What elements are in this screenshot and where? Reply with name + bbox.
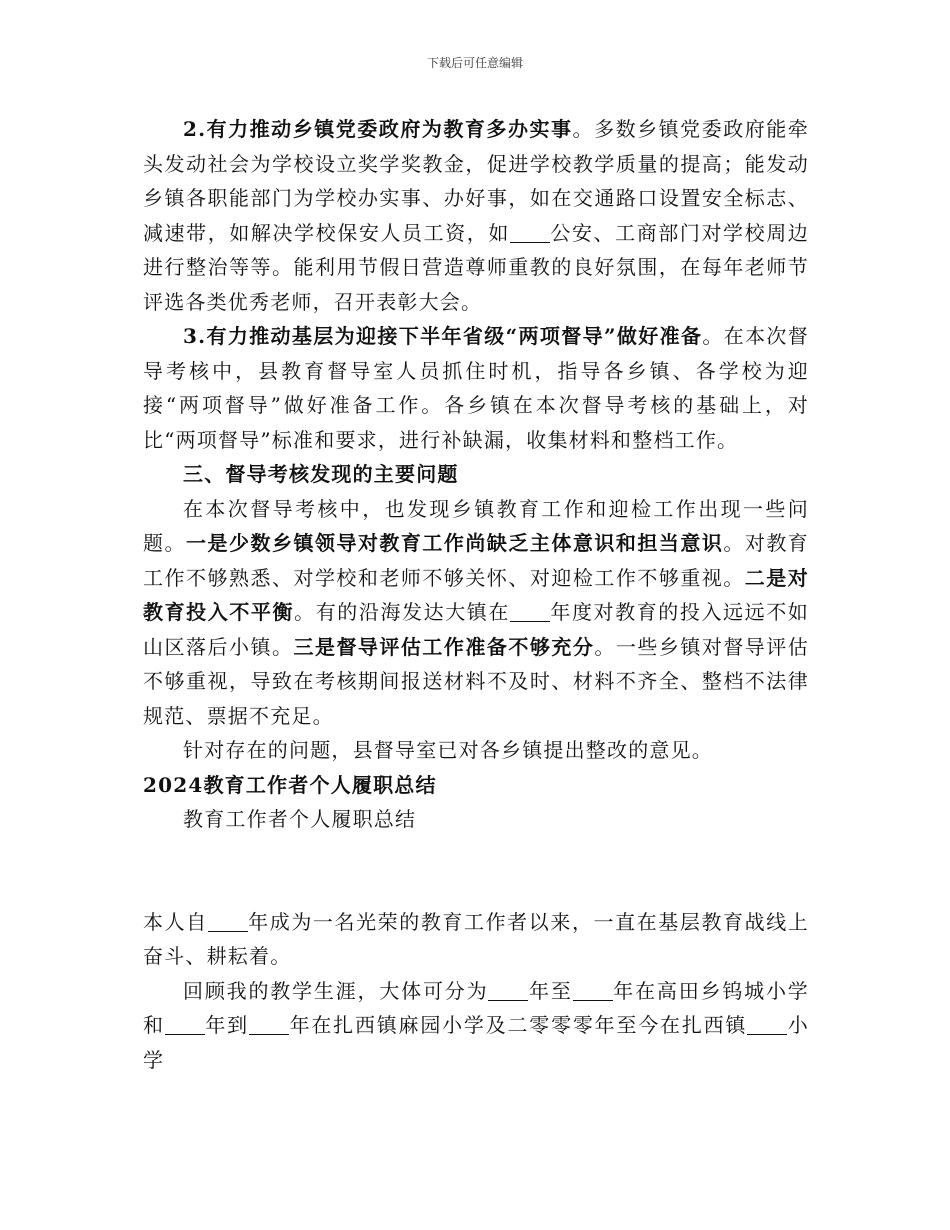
paragraph-heading: 3.有力推动基层为迎接下半年省级“两项督导”做好准备 <box>183 324 703 348</box>
blank-field <box>208 911 248 932</box>
paragraph-career: 回顾我的教学生涯，大体可分为 年至 年在高田乡钨城小学和 年到 年在扎西镇麻园小学及二零零零年至今在扎西镇 小学 <box>143 978 810 1072</box>
blank-field <box>510 601 550 622</box>
paragraph-problems: 在本次督导考核中，也发现乡镇教育工作和迎检工作出现一些问题。一是少数乡镇领导对教育工作尚缺乏主体意识和担当意识。对教育工作不够熟悉、对学校和老师不够关怀、对迎检工作不够重视。二是对教育投入不平衡。有的沿海发达大镇在 年度对教育的投入远远不如山区落后小镇。三是督导评估工作准备不够充分。一些乡镇对督导评估不够重视，导致在考核期间报送材料不及时、材料不齐全、整档不法律规范、票据不充足。 <box>143 496 810 728</box>
blank-field <box>249 1014 289 1035</box>
document-title: 2024教育工作者个人履职总结 <box>143 772 437 797</box>
blank-field <box>573 980 613 1001</box>
blank-field <box>747 1014 787 1035</box>
paragraph-intro: 本人自 年成为一名光荣的教育工作者以来，一直在基层教育战线上奋斗、耕耘着。 <box>143 909 809 968</box>
paragraph-2: 2.有力推动乡镇党委政府为教育多办实事。多数乡镇党委政府能牵头发动社会为学校设立奖学奖教金，促进学校教学质量的提高；能发动乡镇各职能部门为学校办实事、办好事，如在交通路口设置安全标志、减速带，如解决学校保安人员工资，如 公安、工商部门对学校周边进行整治等等。能利用节假日营造尊师重教的良好氛围，在每年老师节评选各类优秀老师，召开表彰大会。 <box>143 117 810 314</box>
document-body <box>143 112 809 1077</box>
blank-field <box>510 222 550 243</box>
document-subtitle: 教育工作者个人履职总结 <box>183 807 417 831</box>
section-heading: 三、督导考核发现的主要问题 <box>183 462 459 486</box>
blank-field <box>165 1014 205 1035</box>
page-header: 下载后可任意编辑 <box>426 56 523 70</box>
paragraph-heading: 2.有力推动乡镇党委政府为教育多办实事 <box>183 117 573 141</box>
paragraph-rectification: 针对存在的问题，县督导室已对各乡镇提出整改的意见。 <box>183 738 713 762</box>
blank-field <box>488 980 528 1001</box>
spacer <box>143 837 809 905</box>
paragraph-3: 3.有力推动基层为迎接下半年省级“两项督导”做好准备。在本次督导考核中，县教育督导室人员抓住时机，指导各乡镇、各学校为迎接“两项督导”做好准备工作。各乡镇在本次督导考核的基础上，对比“两项督导”标准和要求，进行补缺漏，收集材料和整档工作。 <box>143 324 810 452</box>
